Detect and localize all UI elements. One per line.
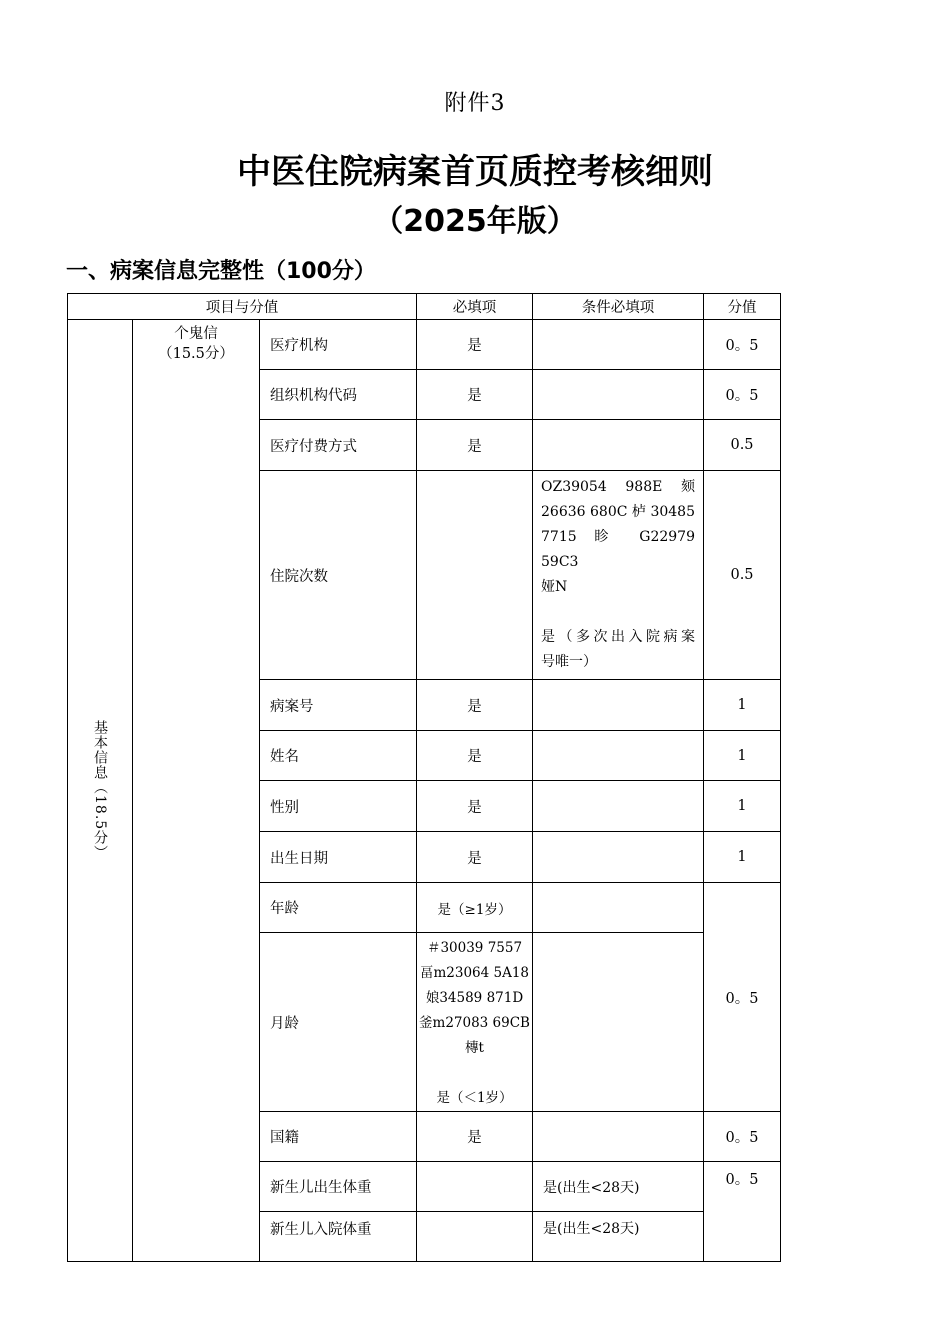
newborn-group-score: 0。5 [704, 1162, 781, 1262]
subgroup-label-cell [133, 320, 260, 1262]
group-label [90, 720, 110, 860]
field-required: 是 [417, 680, 533, 731]
field-conditional [533, 320, 704, 370]
subgroup-label: 个鬼信 [174, 326, 218, 342]
field-score: 1 [704, 731, 781, 781]
field-conditional [533, 781, 704, 832]
field-required: 是 [417, 320, 533, 370]
field-conditional [533, 883, 704, 933]
field-name: 国籍 [260, 1112, 417, 1162]
field-required [417, 933, 533, 1112]
field-conditional [533, 933, 704, 1112]
field-name: 出生日期 [260, 832, 417, 883]
field-name: 年龄 [260, 883, 417, 933]
field-score: 0.5 [704, 471, 781, 680]
scoring-table [67, 293, 781, 1262]
required-line: 是（＜1岁） [436, 1090, 513, 1106]
field-required: 是 [417, 370, 533, 420]
field-conditional: 是(出生<28天) [533, 1212, 704, 1262]
field-score: 1 [704, 680, 781, 731]
table-header-row [68, 294, 781, 320]
field-required: 是 [417, 1112, 533, 1162]
field-required: 是 [417, 781, 533, 832]
group-label-cell [68, 320, 133, 1262]
group-label-text: 基本信息 [92, 720, 108, 781]
required-line: 釜m27083 69CB [419, 1015, 530, 1031]
field-score: 0。5 [704, 370, 781, 420]
required-line: 槫t [465, 1040, 484, 1056]
field-conditional: 是(出生<28天) [533, 1162, 704, 1212]
field-required: 是 [417, 731, 533, 781]
header-item: 项目与分值 [68, 294, 417, 320]
field-name: 新生儿入院体重 [260, 1212, 417, 1262]
field-required [417, 471, 533, 680]
conditional-line: 是（多次出入院病案 [541, 629, 695, 645]
document-title: 中医住院病案首页质控考核细则 [237, 152, 713, 192]
field-score: 1 [704, 832, 781, 883]
field-conditional [533, 471, 704, 680]
group-label-score: （18.5分） [92, 780, 108, 861]
field-name: 月龄 [260, 933, 417, 1112]
field-name: 住院次数 [260, 471, 417, 680]
required-line: 畐m23064 5A18 [419, 965, 530, 981]
field-required [417, 1162, 533, 1212]
field-name: 医疗付费方式 [260, 420, 417, 471]
field-name: 姓名 [260, 731, 417, 781]
field-conditional [533, 731, 704, 781]
section-title: 一、病案信息完整性（100分） [66, 259, 376, 284]
field-name: 病案号 [260, 680, 417, 731]
field-score: 1 [704, 781, 781, 832]
conditional-line: 7715 眕 G22979 59C3 [541, 529, 695, 570]
conditional-line: 号唯一） [541, 654, 597, 670]
field-name: 新生儿出生体重 [260, 1162, 417, 1212]
field-conditional [533, 832, 704, 883]
conditional-line-blank [541, 600, 695, 625]
conditional-line: OZ39054 988E 颏 [541, 479, 695, 495]
field-conditional [533, 680, 704, 731]
header-required: 必填项 [417, 294, 533, 320]
header-score: 分值 [704, 294, 781, 320]
table-row [68, 320, 781, 370]
field-name: 性别 [260, 781, 417, 832]
required-line-blank [417, 1061, 532, 1086]
field-required: 是（≥1岁） [417, 883, 533, 933]
age-group-score: 0。5 [704, 883, 781, 1112]
field-score: 0。5 [704, 320, 781, 370]
field-conditional [533, 1112, 704, 1162]
field-required [417, 1212, 533, 1262]
field-conditional [533, 420, 704, 471]
subgroup-score: （15.5分） [158, 346, 234, 362]
field-conditional [533, 370, 704, 420]
field-score: 0。5 [704, 1112, 781, 1162]
field-name: 组织机构代码 [260, 370, 417, 420]
document-edition: （2025年版） [373, 204, 577, 239]
field-required: 是 [417, 832, 533, 883]
conditional-line: 26636 680C 栌 30485 [541, 504, 695, 520]
header-conditional: 条件必填项 [533, 294, 704, 320]
required-line: 娘34589 871D [425, 990, 524, 1006]
required-line: ＃30039 7557 [426, 940, 523, 956]
field-score: 0.5 [704, 420, 781, 471]
conditional-line: 娅N [541, 579, 568, 595]
field-required: 是 [417, 420, 533, 471]
attachment-label: 附件3 [444, 91, 506, 116]
field-name: 医疗机构 [260, 320, 417, 370]
